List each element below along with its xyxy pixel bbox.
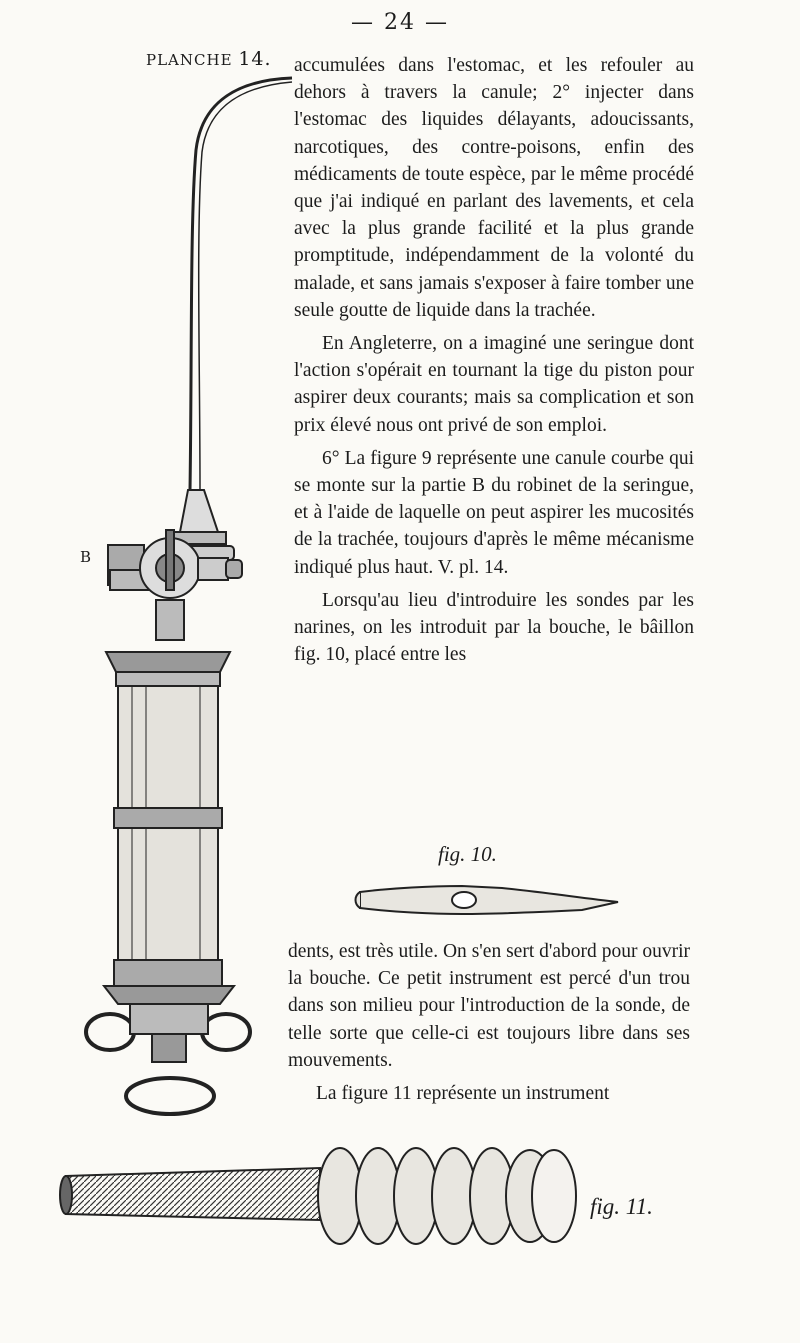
paragraph: accumulées dans l'estomac, et les refouler au dehors à travers la canule; 2° injecter dans l'estomac des liquides délayants, adoucissants, narcotiques, des contre-poisons, enfin des médicaments de toute espèce, par le même procédé que j'ai indiqué en parlant des lavements, et cela avec la plus grande facilité et la plus grande promptitude, indépendamment de la volonté du malade, et sans jamais s'exposer à faire tomber une seule goutte de liquide dans la trachée. <box>294 55 694 321</box>
paragraph: 6° La figure 9 représente une canule courbe qui se monte sur la partie B du robinet de la seringue, et à l'aide de laquelle on peut aspirer les mucosités de la trachée, toujours d'après le même mécanisme indiqué plus haut. V. pl. 14. <box>294 447 694 578</box>
syringe-illustration <box>70 60 300 1120</box>
plate-label-text: PLANCHE <box>146 51 233 69</box>
text-column-bottom <box>288 938 690 1107</box>
mouth-gag-illustration <box>352 880 624 920</box>
paragraph: En Angleterre, on a imaginé une seringue dont l'action s'opérait en tournant la tige du piston pour aspirer deux courants; mais sa complication et son prix élevé nous ont privé de son emploi. <box>294 333 694 436</box>
paragraph: Lorsqu'au lieu d'introduire les sondes par les narines, on les introduit par la bouche, le bâillon fig. 10, placé entre les <box>294 589 694 666</box>
paragraph: dents, est très utile. On s'en sert d'abord pour ouvrir la bouche. Ce petit instrument est percé d'un trou dans son milieu pour l'introduction de la sonde, de telle sorte que celle-ci est toujours libre dans ses mouvements. <box>288 941 690 1071</box>
page-number: — 24 — <box>351 10 449 35</box>
fig11-caption: fig. 11. <box>590 1194 653 1219</box>
mouth-opener-illustration <box>60 1140 580 1260</box>
plate-number: 14. <box>238 48 272 70</box>
fig10-caption: fig. 10. <box>438 842 497 866</box>
label-b: B <box>80 548 92 566</box>
paragraph: La figure 11 représente un instrument <box>316 1083 610 1105</box>
text-column-top <box>294 52 694 668</box>
